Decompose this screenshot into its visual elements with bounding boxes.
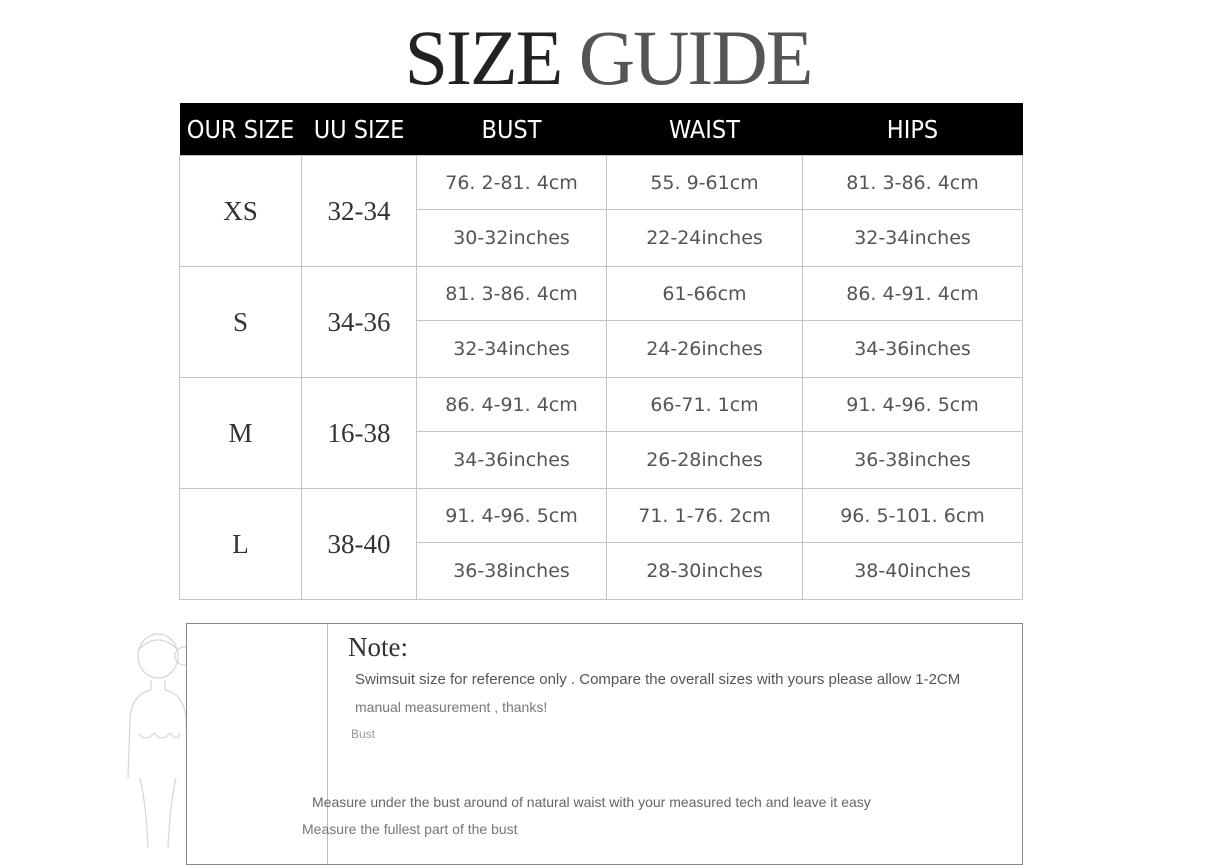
bust-in-cell: 32-34inches	[417, 321, 607, 378]
hips-in-cell: 36-38inches	[803, 432, 1023, 489]
hips-cm-cell: 91. 4-96. 5cm	[803, 378, 1023, 432]
hips-cm-cell: 81. 3-86. 4cm	[803, 156, 1023, 210]
waist-cm-cell: 61-66cm	[607, 267, 803, 321]
waist-cm-cell: 55. 9-61cm	[607, 156, 803, 210]
our-size-cell: XS	[180, 156, 302, 267]
bust-in-cell: 34-36inches	[417, 432, 607, 489]
waist-in-cell: 24-26inches	[607, 321, 803, 378]
header-our-size: OUR SIZE	[180, 103, 302, 156]
table-row	[180, 378, 1023, 432]
hips-cm-cell: 86. 4-91. 4cm	[803, 267, 1023, 321]
page-title	[0, 14, 1216, 102]
our-size-cell: S	[180, 267, 302, 378]
bust-in-cell: 30-32inches	[417, 210, 607, 267]
bust-cm-cell: 76. 2-81. 4cm	[417, 156, 607, 210]
waist-in-cell: 22-24inches	[607, 210, 803, 267]
bust-in-cell: 36-38inches	[417, 543, 607, 600]
hips-in-cell: 32-34inches	[803, 210, 1023, 267]
bust-cm-cell: 86. 4-91. 4cm	[417, 378, 607, 432]
hips-in-cell: 34-36inches	[803, 321, 1023, 378]
our-size-cell: L	[180, 489, 302, 600]
uu-size-cell: 16-38	[302, 378, 417, 489]
note-text-line: Measure the fullest part of the bust	[302, 821, 518, 837]
waist-cm-cell: 71. 1-76. 2cm	[607, 489, 803, 543]
title-part-guide: GUIDE	[578, 14, 812, 101]
title-part-size: SIZE	[404, 14, 579, 101]
waist-in-cell: 26-28inches	[607, 432, 803, 489]
note-title: Note:	[348, 632, 408, 662]
waist-cm-cell: 66-71. 1cm	[607, 378, 803, 432]
table-row	[180, 267, 1023, 321]
waist-in-cell: 28-30inches	[607, 543, 803, 600]
uu-size-cell: 34-36	[302, 267, 417, 378]
table-row	[180, 489, 1023, 543]
uu-size-cell: 38-40	[302, 489, 417, 600]
table-row	[180, 156, 1023, 210]
our-size-cell: M	[180, 378, 302, 489]
table-header-row	[180, 103, 1023, 156]
header-bust: BUST	[417, 103, 607, 156]
bust-cm-cell: 91. 4-96. 5cm	[417, 489, 607, 543]
note-text-line: manual measurement , thanks!	[355, 699, 548, 715]
size-guide-table	[179, 103, 1023, 600]
hips-in-cell: 38-40inches	[803, 543, 1023, 600]
header-waist: WAIST	[607, 103, 803, 156]
note-text-line: Bust	[351, 727, 376, 741]
header-uu-size: UU SIZE	[302, 103, 417, 156]
note-text-line: Swimsuit size for reference only . Compare the overall sizes with yours please allow 1-2CM	[355, 671, 961, 688]
bust-cm-cell: 81. 3-86. 4cm	[417, 267, 607, 321]
header-hips: HIPS	[803, 103, 1023, 156]
uu-size-cell: 32-34	[302, 156, 417, 267]
hips-cm-cell: 96. 5-101. 6cm	[803, 489, 1023, 543]
note-text-line: Measure under the bust around of natural waist with your measured tech and leave it easy	[312, 794, 871, 810]
